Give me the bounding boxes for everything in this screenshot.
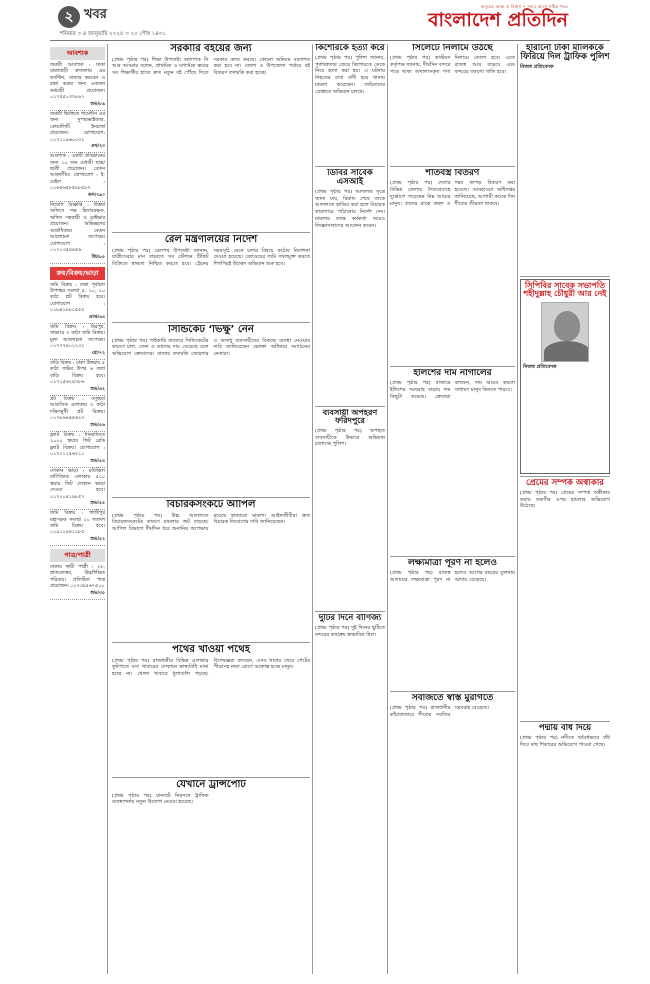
classified-item: জরুরী ভিত্তিতে গার্মেন্টস এর জন্য সুপারভাইজার, কোয়ালিটি ইনচার্জ প্রয়োজন। যোগাযোগ: ০১৭১১৯৬০০৩১ প্রথ/২৩ [50,111,105,153]
divider [520,476,610,477]
article-body: (প্রথম পৃষ্ঠার পর) অপহৃত ব্যবসায়ীকে উদ্ধারে অভিযান চালাচ্ছে পুলিশ। [315,427,385,448]
masthead [0,0,650,40]
article-body: (প্রথম পৃষ্ঠার পর) যানজট নিরসনে ট্রাফিক ব্যবস্থাপনায় নতুন উদ্যোগ নেওয়া হয়েছে। [112,792,209,806]
article-byline: নিজস্ব প্রতিবেদক [523,363,557,370]
article-body: (প্রথম পৃষ্ঠার পর) পুলিশ জানায়, পূর্বশত্রুতার জেরে কিশোরকে ডেকে নিয়ে হত্যা করা হয়। এ ঘটনায় নিহতের বাবা বাদী হয়ে থানায় মামলা করেছেন। জড়িতদের গ্রেপ্তারে অভিযান চলছে। [315,54,385,95]
article-body: (প্রথম পৃষ্ঠার পর) রেলপথ উপদেষ্টা জানান, যাত্রীসেবার মান বাড়াতে সব স্টেশনে টিকিট বিক্রিতে স্বচ্ছতা নিশ্চিত করতে হবে। ট্রেনের সময়সূচি মেনে চলার বিষয়ে কঠোর নির্দেশনা দেওয়া হয়েছে। রেলওয়ের জমি দখলমুক্ত করতে শিগগিরই উচ্ছেদ অভিযান শুরু হবে। [112,247,310,267]
article-body: (প্রথম পৃষ্ঠার পর) শিক্ষা উপদেষ্টা অধ্যাপক সি আর আবরার বলেন, প্রাথমিক ও মাধ্যমিক স্তরের সব শিক্ষার্থীর হাতে দ্রুত নতুন বই পৌঁছে দিতে সরকার কাজ করছে। কোনো অনিয়ম বরদাশত করা হবে না। জেলা ও উপজেলা পর্যায়ে বই বিতরণ তদারকি করা হচ্ছে। [112,56,310,76]
article-headline: প্রেমের সম্পর্ক অস্বীকার [526,479,604,488]
article-byline: নিজস্ব প্রতিবেদক [520,63,554,70]
article-headline: লক্ষ্যমাত্রা পূরণ না হলেও [408,559,497,568]
article-headline: যেখানে ট্রান্সপোর্ট [176,780,246,790]
article-headline: পদ্মায় বাঁধ দিয়ে [538,724,592,733]
article-headline: হারানো টাকা মালিককে ফিরিয়ে দিল ট্রাফিক পুলিশ [520,44,610,62]
divider [520,721,610,722]
article-headline: সিপিবির সাবেক সভাপতি শহীদুল্লাহ চৌধুরী আর নেই [523,281,607,299]
dateline: শনিবার ৩ ৪ জানুয়ারি ২০২৫ ৩ ২০ পৌষ ১৪৩১ [60,31,167,37]
divider [315,611,385,612]
article-headline: ডিবির সাবেক এসআই [327,169,373,187]
article-teen-murder [315,44,385,164]
article-headline: কিশোরকে হত্যা করে [315,44,385,53]
article-trade [315,614,385,904]
classified-item: আবশ্যক : একটি প্রতিষ্ঠানের জন্য ১০ জন মেধাবী ছাত্র/ছাত্রী প্রয়োজন। বেতন আকর্ষণীয়। যোগাযোগ : ই-মেইল : ০১৬৫৬৫৮৫৮৮৫৮৭ কল/৭৯০ [50,153,105,202]
column-divider [517,44,518,974]
divider [315,166,385,167]
classified-item: দোকান ভাড়া : মতিঝিল বাণিজ্যিক এলাকায় ৫০০ স্কয়ার ফিট দোকান ভাড়া দেওয়া হবে। ০১৭০০৪১৯৮৫৭ শুভ/৫৫ [50,468,105,510]
divider [112,232,310,233]
article-headline: ব্যবসায়ী অপহরণ ফরিদপুরে [322,409,378,426]
divider [390,556,515,557]
logo-name: বাংলাদেশ প্রতিদিন [427,9,568,32]
article-obituary [520,279,610,474]
classified-column [50,44,108,974]
divider [315,406,385,407]
logo-tagline: মানুষের আস্থা ও বিশ্বাস • সবার আগে সঠিক খবর [480,4,568,9]
article-target [390,559,515,689]
classified-item: জমি বিক্রয় : গাজীপুর মহাসড়ক সংলগ্ন ২০ শতাংশ জমি বিক্রয় হবে। ০১৯১২৪৪১২৮৫ শুভ/৫২ [50,510,105,546]
classified-item: জমি বিক্রয় : মিরপুর, সাভারে ৩ কাঠা জমি বিক্রয়। মূল্য আলোচনা সাপেক্ষে। ০১৭৭৭৪০১২৩২ রো/৭২ [50,324,105,360]
divider [390,366,515,367]
article-headline: সিন্ডিকেট ‘ভিক্ষু’ নেন [168,325,254,335]
divider [112,777,310,778]
divider [390,691,515,692]
article-body: (প্রথম পৃষ্ঠার পর) প্রেমের সম্পর্ক অস্বীকার করায় তরুণীর ওপর হামলার অভিযোগ উঠেছে। [520,489,610,510]
article-faridpur [315,409,385,609]
classified-heading: আবশ্যক [50,47,105,60]
article-headline: রেল মন্ত্রণালয়ের নির্দেশ [164,235,258,245]
divider [520,276,610,277]
article-headline: সিলেটে নিলামে উঠছে [412,44,493,53]
section-name: খবর [84,7,107,22]
article-headline: বিচারকসংকটে আপিল [166,500,256,510]
article-body: (প্রথম পৃষ্ঠার পর) পাইকারি বাজারে সিন্ডিকেটের কারণে চাল, তেল ও ডালের দাম বেড়েছে বলে অভিযোগ ক্রেতাদের। বাজার তদারকি জোরদার ও অসাধু ব্যবসায়ীদের বিরুদ্ধে ব্যবস্থা নেওয়ার দাবি জানিয়েছেন ভোক্তা অধিকার সংগঠনের নেতারা। [112,337,310,357]
article-body: (প্রথম পৃষ্ঠার পর) দেশের বিভিন্ন জেলায় শৈত্যপ্রবাহে দুর্ভোগে পড়েছেন নিম্ন আয়ের মানুষ। তাদের মাঝে কম্বল ও গরম কাপড় বিতরণ করা হয়েছে। আবহাওয়া অধিদপ্তর জানিয়েছে, আগামী কয়েক দিন শীতের তীব্রতা থাকবে। [390,180,515,207]
article-former-si [315,169,385,404]
article-hilsa [390,369,515,554]
column-divider [387,44,388,974]
article-headline: দুটির দিনে বাণিজ্য [318,614,382,623]
article-roadside [112,645,310,775]
article-body: (প্রথম পৃষ্ঠার পর) রাজস্ব আদায়ের লক্ষ্যমাত্রা পূরণ না হলেও আগের বছরের তুলনায় আদায় বেড়েছে। [390,570,515,584]
classified-item: ঢাকায় স্থায়ী পাত্রী : ২৮, স্নাতকোত্তর, উচ্চশিক্ষিত পরিবার। প্রতিষ্ঠিত পাত্র প্রয়োজন। ০১৭৩৪৫৬৭৫০০ শুভ/৩৫ [50,564,105,600]
article-body: (প্রথম পৃষ্ঠার পর) কাস্টমস কর্তৃপক্ষ জানায়, দীর্ঘদিন বন্দরে পড়ে থাকা অখালাসকৃত পণ্য নিলামে তোলা হবে। এতে রাজস্ব আয় বাড়বে এবং বন্দরের জায়গা খালি হবে। [390,55,515,75]
article-sylhet [390,44,515,164]
classified-item: জরুরী আবশ্যক : ঢাকা যাত্রাবাড়ী কাজলায় এর ক্যান্টিন, বাজার করবেন ও রান্না করার জন্য একজন কর্মচারী প্রয়োজন। ০১৭৫৫০৩৭৮৯৭ শুভ/৮৯ [50,62,105,111]
article-body: (প্রথম পৃষ্ঠার পর) আদালত সূত্রে জানা যায়, রিমান্ড শেষে তাকে আদালতে হাজির করা হলে বিচারক কারাগারে পাঠানোর নির্দেশ দেন। মামলার তদন্ত কর্মকর্তা আরও জিজ্ঞাসাবাদের আবেদন করেন। [315,188,385,229]
classified-item: প্লট বিক্রয় : বসুন্ধরা আবাসিক এলাকায় ৩ কাঠা দক্ষিণমুখী প্লট বিক্রয়। ০১৭৮৬৪৪৫৬২৩ শুভ/৫৬ [50,396,105,432]
article-winter-clothes [390,169,515,364]
classified-item: জমি বিক্রয় : ঢাকা পূর্বাচল উপশহর সংলগ্ন ৫, ১০, ২০ কাঠা প্লট বিক্রয় হবে। যোগাযোগ : ০১৮৪১৮৮০৫৫৫ প্রাপ্ত/৬৪ [50,282,105,324]
divider [112,497,310,498]
article-headline: ইলিশের দাম নাগালের [413,369,492,378]
article-body: (প্রথম পৃষ্ঠার পর) রাজধানীর কাঁচাবাজারে শীতের সবজির সরবরাহ বেড়েছে। [390,705,489,719]
article-body: (প্রথম পৃষ্ঠার পর) দুই দিনের ছুটিতে বন্দরের কার্যক্রম স্বাভাবিক ছিল। [315,624,385,638]
article-rail [112,235,310,320]
divider [112,642,310,643]
article-dam [520,724,610,964]
article-headline: শীতবস্ত্র বিতরণ [425,169,480,178]
article-vegetables [390,694,515,964]
article-body: (প্রথম পৃষ্ঠার পর) উচ্চ আদালতে বিচারকসংকটের কারণে মামলার জট বাড়ছে। আপিল বিভাগে দীর্ঘদিন ধরে শুনানির অপেক্ষায় রয়েছে হাজারো মামলা। আইনজীবীরা দ্রুত বিচারক নিয়োগের দাবি জানিয়েছেন। [112,512,310,532]
page-number: ২ [58,6,80,28]
article-recruitment [112,44,310,230]
article-body: (প্রথম পৃষ্ঠার পর) বাজারে ইলিশের সরবরাহ বাড়ায় দাম কিছুটা কমেছে। ক্রেতারা বলছেন, দাম আরও কমলে সাধারণ মানুষ কিনতে পারবে। [390,380,515,400]
article-body: (প্রথম পৃষ্ঠার পর) রাজধানীর বিভিন্ন এলাকার ফুটপাতে বসা খাবারের দোকানে স্বাস্থ্যবিধি মানা হচ্ছে না। খোলা খাবারে ধুলাবালি পড়ছে। বিশেষজ্ঞরা বলছেন, এসব খাবার খেয়ে পেটের পীড়াসহ নানা রোগে আক্রান্ত হচ্ছে মানুষ। [112,657,310,677]
article-judiciary [112,500,310,640]
classified-item: নিয়োগ বিজ্ঞপ্তি : উত্তরা অফিসে দক্ষ হিসাবরক্ষক, অফিস সহকারী ও ড্রাইভার প্রয়োজন। অভিজ্ঞদের অগ্রাধিকার। বেতন আলোচনা সাপেক্ষে। যোগাযোগ : ০১৭১৩৫৪৪৫৬ উচ/৮৫ [50,202,105,264]
article-headline: সরকারি বইয়ের জন্য [170,44,252,54]
article-transport [112,780,310,970]
newspaper-logo [428,4,568,31]
divider [390,166,515,167]
classified-item: বাড়ি বিক্রয় : ঢাকা উত্তরায় ৫ কাঠা জমির উপর ৬ তলা বাড়ি বিক্রয় হবে। ০১৭১৫৬২৪৩৮৬ শুভ/৬২ [50,360,105,396]
portrait-photo [541,302,589,362]
article-headline: পথের খাওয়া পথেই [172,645,250,655]
classified-heading: পাত্র/পাত্রী [50,549,105,562]
classified-item: ফ্ল্যাট বিক্রয় : ধানমন্ডিতে ২০০০ স্কয়ার ফিট রেডি ফ্ল্যাট বিক্রয়। যোগাযোগ : ০১৭১১২৫৬৭২১ শুভ/৫৪ [50,432,105,468]
article-love-story [520,479,610,719]
article-headline: সবজিতে স্বস্তি মুরগিতে [411,694,494,703]
divider [112,322,310,323]
article-body: (প্রথম পৃষ্ঠার পর) নদীতে অবৈধভাবে বাঁধ দিয়ে মাছ শিকারের অভিযোগ পাওয়া গেছে। [520,734,610,748]
article-traffic-police [520,44,610,274]
classified-heading: ক্রয়/বিক্রয়/ভাড়া [50,267,105,280]
masthead-divider [50,40,610,41]
column-divider [312,44,313,974]
article-syndicate [112,325,310,495]
